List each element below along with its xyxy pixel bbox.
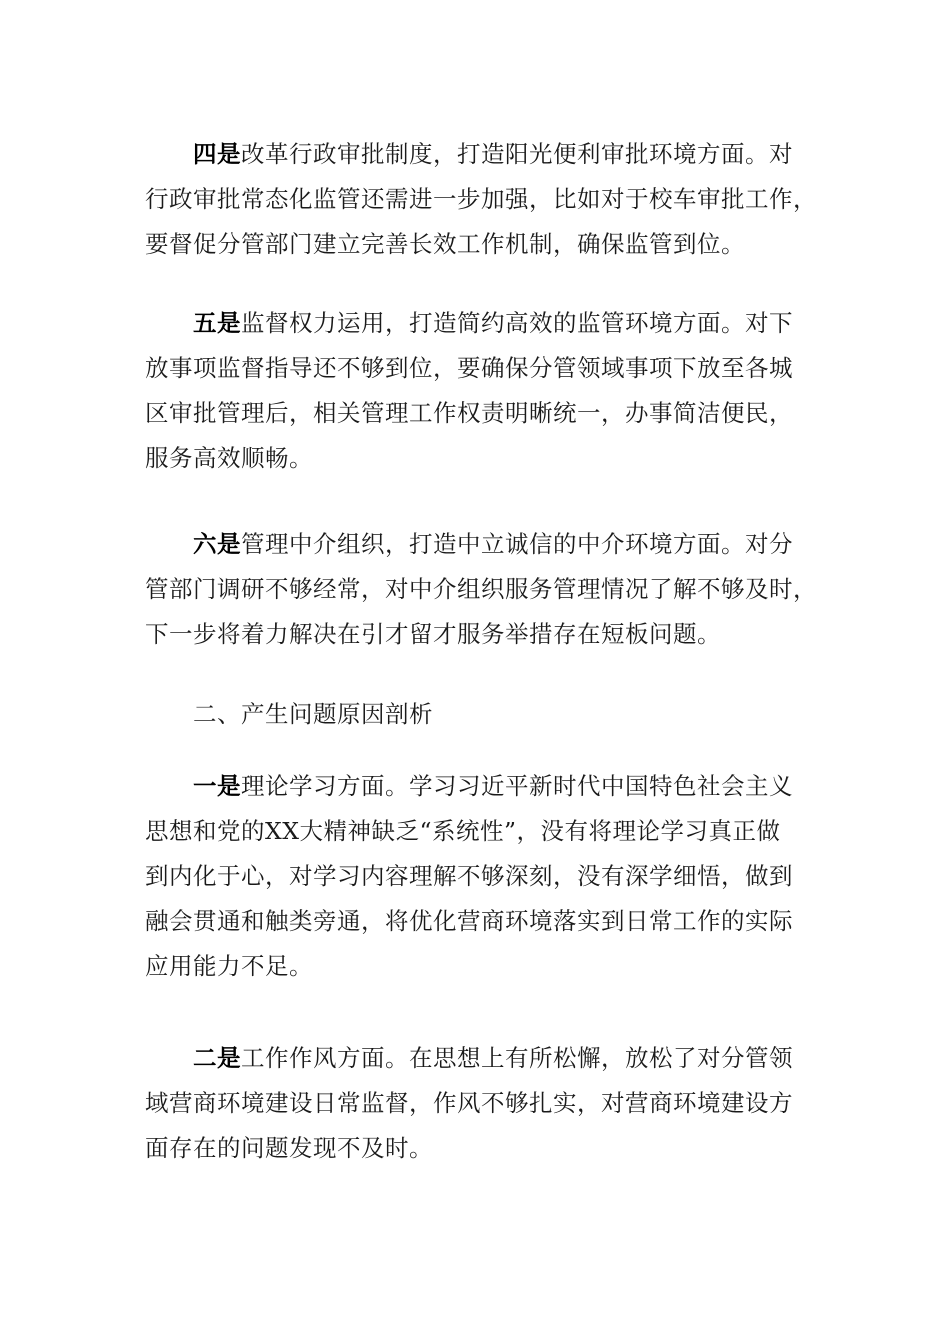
paragraph-line: 应用能力不足。 [145,952,313,980]
paragraph-first-line [145,132,815,177]
paragraph-line: 放事项监督指导还不够到位，要确保分管领域事项下放至各城 [145,354,793,382]
paragraph-text: 工作作风方面。在思想上有所松懈，放松了对分管领 [241,1044,793,1072]
paragraph-line: 下一步将着力解决在引才留才服务举措存在短板问题。 [145,620,721,648]
paragraph-lead: 五是 [193,309,241,337]
paragraph-line: 服务高效顺畅。 [145,444,313,472]
paragraph-first-line [145,301,815,346]
paragraph-line: 融会贯通和触类旁通，将优化营商环境落实到日常工作的实际 [145,907,793,935]
section-heading: 二、产生问题原因剖析 [193,700,433,728]
paragraph-item-4 [145,132,815,267]
paragraph-line: 域营商环境建设日常监督，作风不够扎实，对营商环境建设方 [145,1089,793,1117]
paragraph-item-5 [145,301,815,481]
paragraph-text: 理论学习方面。学习习近平新时代中国特色社会主义 [241,772,793,800]
analysis-item-2 [145,1036,815,1171]
paragraph-line: 行政审批常态化监管还需进一步加强，比如对于校车审批工作， [145,185,817,213]
paragraph-line: 到内化于心，对学习内容理解不够深刻，没有深学细悟，做到 [145,862,793,890]
paragraph-lead: 一是 [193,772,241,800]
paragraph-lead: 二是 [193,1044,241,1072]
paragraph-text: 监督权力运用，打造简约高效的监管环境方面。对下 [241,309,793,337]
paragraph-line: 区审批管理后，相关管理工作权责明晰统一，办事简洁便民， [145,399,793,427]
paragraph-line: 面存在的问题发现不及时。 [145,1134,433,1162]
paragraph-item-6 [145,522,815,657]
paragraph-text: 管理中介组织，打造中立诚信的中介环境方面。对分 [241,530,793,558]
paragraph-line: 管部门调研不够经常，对中介组织服务管理情况了解不够及时， [145,575,817,603]
paragraph-first-line [145,522,815,567]
paragraph-lead: 六是 [193,530,241,558]
paragraph-text: 改革行政审批制度，打造阳光便利审批环境方面。对 [241,140,793,168]
paragraph-first-line [145,764,815,809]
analysis-item-1 [145,764,815,989]
paragraph-line: 思想和党的XX大精神缺乏“系统性”，没有将理论学习真正做 [145,817,781,845]
paragraph-first-line [145,1036,815,1081]
paragraph-line: 要督促分管部门建立完善长效工作机制，确保监管到位。 [145,230,745,258]
paragraph-lead: 四是 [193,140,241,168]
